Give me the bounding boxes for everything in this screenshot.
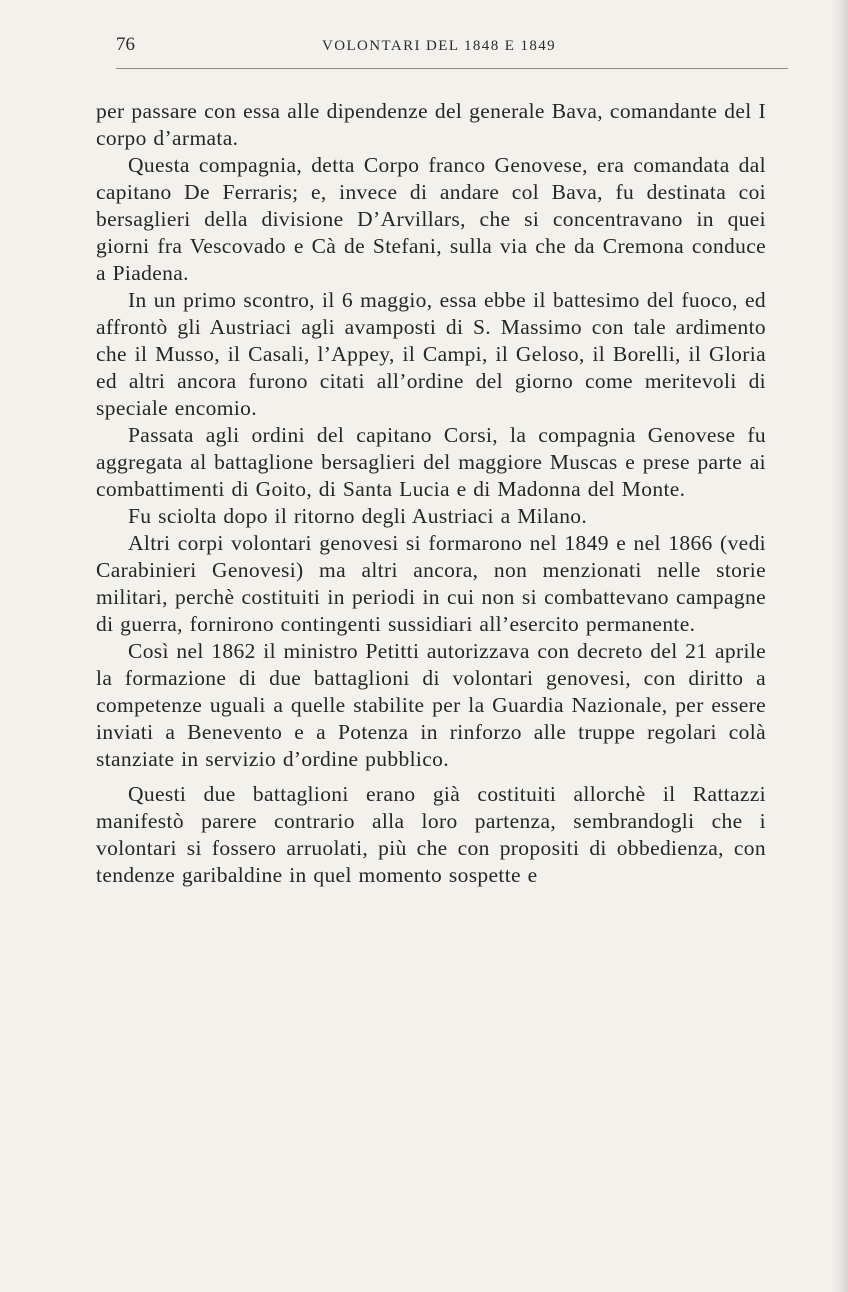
paragraph-1: per passare con essa alle dipendenze del generale Bava, comandante del I corpo d’armata. (96, 99, 766, 150)
paragraph-3: In un primo scontro, il 6 maggio, essa ebbe il battesimo del fuoco, ed affrontò gli Austriaci agli avamposti di S. Massimo con tale ardimento che il Musso, il Casali, l’Appey, il Campi, il Geloso, il Borelli, il Gloria ed altri ancora furono citati all’ordine del giorno come meritevoli di speciale encomio. (96, 288, 766, 420)
header-rule (116, 68, 788, 69)
page-edge-shadow (830, 0, 848, 1292)
paragraph-6: Altri corpi volontari genovesi si formarono nel 1849 e nel 1866 (vedi Carabinieri Genovesi) ma altri ancora, non menzionati nelle storie militari, perchè costituiti in periodi in cui non si combattevano campagne di guerra, fornirono contingenti sussidiari all’esercito permanente. (96, 531, 766, 636)
paragraph-5: Fu sciolta dopo il ritorno degli Austriaci a Milano. (128, 504, 588, 528)
paragraph-8: Questi due battaglioni erano già costituiti allorchè il Rattazzi manifestò parere contrario alla loro partenza, sembrandogli che i volontari si fossero arruolati, più che con propositi di obbedienza, con tendenze garibaldine in quel momento sospette e (96, 782, 766, 887)
page-header (116, 34, 786, 68)
running-title: VOLONTARI DEL 1848 E 1849 (322, 38, 557, 54)
body-text (96, 98, 766, 889)
page-number: 76 (116, 34, 135, 55)
paragraph-2: Questa compagnia, detta Corpo franco Genovese, era comandata dal capitano De Ferraris; e, invece di andare col Bava, fu destinata coi bersaglieri della divisione D’Arvillars, che si concentravano in quei giorni fra Vescovado e Cà de Stefani, sulla via che da Cremona conduce a Piadena. (96, 153, 766, 285)
paragraph-4: Passata agli ordini del capitano Corsi, la compagnia Genovese fu aggregata al battaglione bersaglieri del maggiore Muscas e prese parte ai combattimenti di Goito, di Santa Lucia e di Madonna del Monte. (96, 423, 766, 501)
paragraph-7: Così nel 1862 il ministro Petitti autorizzava con decreto del 21 aprile la formazione di due battaglioni di volontari genovesi, con diritto a competenze uguali a quelle stabilite per la Guardia Nazionale, per essere inviati a Benevento e a Potenza in rinforzo alle truppe regolari colà stanziate in servizio d’ordine pubblico. (96, 639, 766, 771)
